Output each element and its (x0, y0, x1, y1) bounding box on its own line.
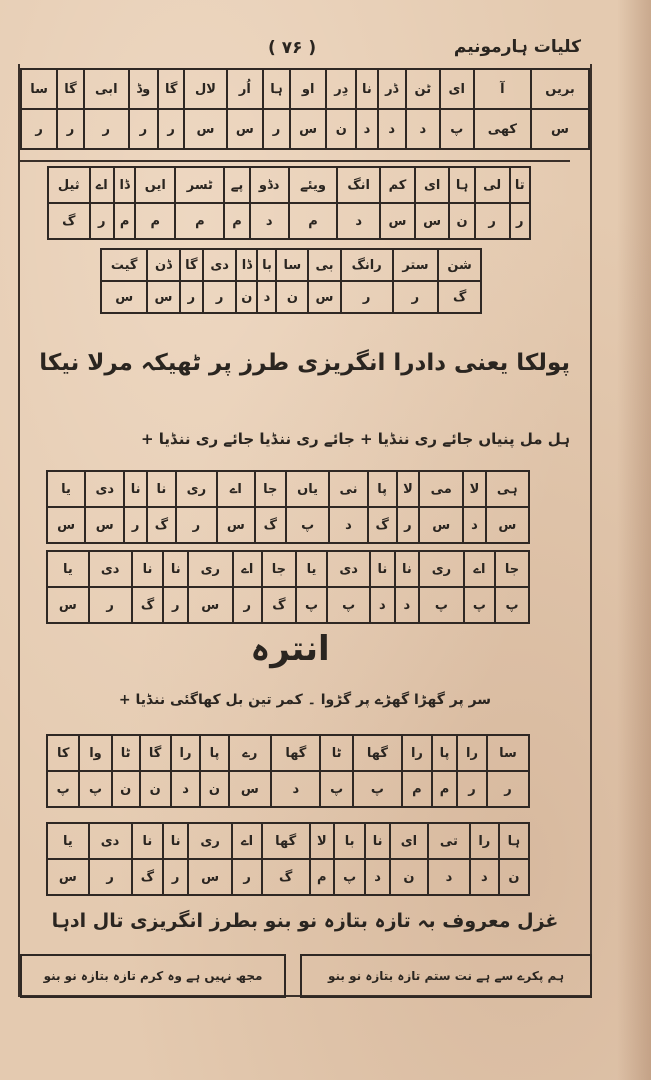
table-cell: سا (21, 69, 57, 109)
table-cell: گ (147, 507, 176, 543)
lyric-line-2: سر پر گھڑا گھڑے پر گڑوا ۔ کمر تین بل کھاگئی ننڈیا + (118, 692, 492, 708)
table-cell: س (531, 109, 589, 149)
table-cell: کم (380, 167, 415, 203)
table-cell: اے (232, 823, 261, 859)
table-cell: م (224, 203, 249, 239)
table-cell: ن (326, 109, 356, 149)
table-cell: ر (203, 281, 236, 313)
table-cell: پ (320, 771, 352, 807)
table-cell: ر (341, 281, 393, 313)
table-cell: ن (236, 281, 257, 313)
table-cell: اے (217, 471, 255, 507)
table-cell: م (135, 203, 175, 239)
table-cell: ڈن (147, 249, 179, 281)
table-cell: پ (296, 587, 327, 623)
table-cell: د (171, 771, 201, 807)
section-heading-ghazal: غزل معروف بہ تازہ بتازہ نو بنو بطرز انگریزی تال ادہا (51, 910, 559, 932)
table-cell: ٹن (406, 69, 440, 109)
table-cell: دِر (326, 69, 356, 109)
table-cell: پ (47, 771, 79, 807)
table-cell: س (101, 281, 147, 313)
table-cell: گ (132, 859, 164, 895)
table-cell: دی (89, 551, 132, 587)
table-cell: د (329, 507, 367, 543)
table-cell: بریں (531, 69, 589, 109)
table-cell: ر (89, 587, 132, 623)
table-cell: نا (163, 823, 187, 859)
lyric-line-1: ہل مل پنیاں جائے ری ننڈیا + جائے ری ننڈیا جائے ری ننڈیا + (141, 430, 570, 448)
table-row (101, 249, 481, 281)
table-cell: یاں (286, 471, 330, 507)
table-row (48, 167, 530, 203)
table-row (47, 587, 529, 623)
table-cell: ایں (135, 167, 175, 203)
verse-box-left: مجھ نہیں ہے وہ کرم تازہ بتازہ نو بنو (20, 954, 286, 998)
table-cell: ویئے (289, 167, 337, 203)
table-cell: س (290, 109, 327, 149)
table-cell: شن (438, 249, 481, 281)
table-cell: تا (510, 167, 530, 203)
table-cell: ر (232, 859, 261, 895)
table-cell: نا (395, 551, 420, 587)
notation-table-4 (46, 470, 530, 544)
table-cell: ر (90, 203, 114, 239)
table-cell: د (406, 109, 440, 149)
table-cell: رانگ (341, 249, 393, 281)
table-cell: س (419, 507, 463, 543)
table-cell: د (365, 859, 389, 895)
table-cell: جا (255, 471, 286, 507)
table-cell: ای (390, 823, 428, 859)
table-cell: ٹسر (175, 167, 224, 203)
table-cell: ر (180, 281, 203, 313)
table-cell: ٹا (320, 735, 352, 771)
table-row (47, 551, 529, 587)
table-row (21, 109, 589, 149)
table-cell: دڈو (250, 167, 289, 203)
table-cell: د (356, 109, 378, 149)
table-cell: ہا (449, 167, 474, 203)
book-title: کلیات ہارمونیم (453, 37, 581, 57)
table-cell: با (334, 823, 365, 859)
table-cell: دی (327, 551, 370, 587)
table-cell: ر (393, 281, 439, 313)
table-cell: س (227, 109, 264, 149)
table-cell: اُر (227, 69, 264, 109)
table-row (47, 735, 529, 771)
table-cell: را (457, 735, 487, 771)
table-cell: ر (163, 587, 188, 623)
table-cell: د (378, 109, 406, 149)
notation-table-6 (46, 734, 530, 808)
table-cell: گا (140, 735, 171, 771)
table-cell: بی (308, 249, 340, 281)
table-cell: د (271, 771, 320, 807)
table-cell: ر (158, 109, 185, 149)
table-cell: گ (368, 507, 397, 543)
table-cell: ہا (499, 823, 529, 859)
frame-left (18, 64, 20, 996)
table-cell: نا (370, 551, 395, 587)
table-cell: سا (276, 249, 308, 281)
table-cell: نی (329, 471, 367, 507)
table-cell: یا (47, 471, 85, 507)
table-cell: ثیل (48, 167, 90, 203)
table-cell: نا (163, 551, 188, 587)
table-cell: ہی (486, 471, 529, 507)
table-cell: جا (495, 551, 529, 587)
table-cell: س (47, 859, 89, 895)
table-cell: جا (262, 551, 296, 587)
table-cell: کھی (474, 109, 531, 149)
table-cell: پ (440, 109, 474, 149)
table-cell: ڈا (114, 167, 135, 203)
table-cell: س (47, 587, 89, 623)
table-cell: د (463, 507, 485, 543)
table-cell: اے (90, 167, 114, 203)
table-cell: م (432, 771, 457, 807)
table-cell: وڈ (129, 69, 158, 109)
table-cell: ر (457, 771, 487, 807)
table-cell: با (257, 249, 276, 281)
table-cell: ر (84, 109, 129, 149)
table-cell: م (289, 203, 337, 239)
table-cell: پ (419, 587, 464, 623)
table-row (101, 281, 481, 313)
table-cell: کا (47, 735, 79, 771)
table-cell: ڈر (378, 69, 406, 109)
table-cell: ستر (393, 249, 439, 281)
table-cell: یا (296, 551, 327, 587)
table-cell: پ (353, 771, 402, 807)
table-cell: گ (262, 859, 310, 895)
table-cell: پے (224, 167, 249, 203)
table-cell: ر (21, 109, 57, 149)
table-cell: د (428, 859, 470, 895)
table-cell: ر (163, 859, 187, 895)
frame-right (590, 64, 592, 996)
table-cell: س (188, 859, 233, 895)
table-cell: د (395, 587, 420, 623)
table-cell: د (370, 587, 395, 623)
table-cell: س (308, 281, 340, 313)
table-cell: ن (200, 771, 228, 807)
table-cell: را (470, 823, 499, 859)
table-cell: ن (390, 859, 428, 895)
table-cell: ای (415, 167, 450, 203)
table-cell: نا (132, 551, 164, 587)
table-cell: س (217, 507, 255, 543)
table-cell: ن (276, 281, 308, 313)
notation-table-1 (20, 68, 590, 150)
table-cell: را (402, 735, 432, 771)
table-cell: س (229, 771, 272, 807)
table-cell: رے (229, 735, 272, 771)
notation-table-5 (46, 550, 530, 624)
table-cell: ن (449, 203, 474, 239)
table-cell: ر (124, 507, 146, 543)
table-cell: گھا (262, 823, 310, 859)
table-cell: ابی (84, 69, 129, 109)
page-spine-shadow (617, 0, 651, 1080)
table-cell: د (470, 859, 499, 895)
table-cell: لا (463, 471, 485, 507)
table-cell: ٹا (112, 735, 140, 771)
table-cell: س (188, 587, 233, 623)
table-cell: نا (124, 471, 146, 507)
table-cell: پ (327, 587, 370, 623)
table-cell: د (257, 281, 276, 313)
table-cell: گا (158, 69, 185, 109)
table-cell: ڈا (236, 249, 257, 281)
table-cell: گ (438, 281, 481, 313)
table-cell: نا (356, 69, 378, 109)
table-cell: پ (464, 587, 495, 623)
table-cell: نا (365, 823, 389, 859)
table-cell: م (310, 859, 334, 895)
table-cell: ر (487, 771, 529, 807)
table-cell: د (337, 203, 380, 239)
table-cell: ن (499, 859, 529, 895)
table-cell: پا (432, 735, 457, 771)
table-cell: گ (132, 587, 164, 623)
table-cell: دی (203, 249, 236, 281)
table-cell: د (250, 203, 289, 239)
table-cell: س (184, 109, 226, 149)
table-cell: س (380, 203, 415, 239)
table-cell: ر (475, 203, 510, 239)
table-cell: ر (510, 203, 530, 239)
table-cell: ر (176, 507, 217, 543)
table-cell: س (486, 507, 529, 543)
table-row (47, 507, 529, 543)
table-cell: نا (132, 823, 164, 859)
table-cell: پ (495, 587, 529, 623)
table-cell: س (147, 281, 179, 313)
table-cell: م (402, 771, 432, 807)
table-cell: ہا (263, 69, 290, 109)
table-cell: ن (140, 771, 171, 807)
table-cell: س (47, 507, 85, 543)
table-cell: ری (188, 823, 233, 859)
table-row (21, 69, 589, 109)
table-cell: ر (233, 587, 262, 623)
table-cell: یا (47, 823, 89, 859)
table-cell: ر (57, 109, 84, 149)
notation-table-3 (100, 248, 482, 314)
table-cell: ر (129, 109, 158, 149)
table-cell: گھا (353, 735, 402, 771)
table-cell: دی (85, 471, 124, 507)
table-cell: وا (79, 735, 111, 771)
table-cell: لا (397, 471, 419, 507)
table-cell: ای (440, 69, 474, 109)
table-cell: س (415, 203, 450, 239)
table-cell: پ (334, 859, 365, 895)
table-cell: را (171, 735, 201, 771)
table-row (48, 203, 530, 239)
table-cell: دی (89, 823, 132, 859)
table-row (47, 471, 529, 507)
table-cell: پا (368, 471, 397, 507)
table-cell: گا (180, 249, 203, 281)
table-cell: پا (200, 735, 228, 771)
section-heading-polka: پولکا یعنی دادرا انگریزی طرز پر ٹھیکہ مرلا نیکا (39, 350, 570, 376)
table-row (47, 859, 529, 895)
table-cell: لال (184, 69, 226, 109)
table-cell: انگ (337, 167, 380, 203)
table-cell: گ (48, 203, 90, 239)
table-cell: می (419, 471, 463, 507)
table-cell: لی (475, 167, 510, 203)
table-cell: اے (233, 551, 262, 587)
table-cell: گ (255, 507, 286, 543)
table-cell: م (175, 203, 224, 239)
table-cell: ری (176, 471, 217, 507)
table-row (47, 771, 529, 807)
notation-table-2 (47, 166, 531, 240)
table-cell: لا (310, 823, 334, 859)
double-rule (20, 160, 570, 162)
table-cell: ری (188, 551, 233, 587)
notation-table-7 (46, 822, 530, 896)
table-cell: او (290, 69, 327, 109)
table-cell: س (85, 507, 124, 543)
page-number: ( ۷۶ ) (268, 38, 317, 58)
table-cell: گا (57, 69, 84, 109)
table-row (47, 823, 529, 859)
table-cell: سا (487, 735, 529, 771)
table-cell: آ (474, 69, 531, 109)
table-cell: یا (47, 551, 89, 587)
table-cell: گ (262, 587, 296, 623)
table-cell: تی (428, 823, 470, 859)
table-cell: گیت (101, 249, 147, 281)
section-heading-antra: انترہ (250, 629, 330, 669)
table-cell: گھا (271, 735, 320, 771)
table-cell: پ (79, 771, 111, 807)
table-cell: ری (419, 551, 464, 587)
table-cell: ر (397, 507, 419, 543)
verse-box-right: ہم پکرے سے ہے نت ستم تازہ بتازہ نو بنو (300, 954, 592, 998)
table-cell: پ (286, 507, 330, 543)
table-cell: ر (263, 109, 290, 149)
table-cell: نا (147, 471, 176, 507)
table-cell: م (114, 203, 135, 239)
table-cell: ن (112, 771, 140, 807)
table-cell: ر (89, 859, 132, 895)
table-cell: اے (464, 551, 495, 587)
